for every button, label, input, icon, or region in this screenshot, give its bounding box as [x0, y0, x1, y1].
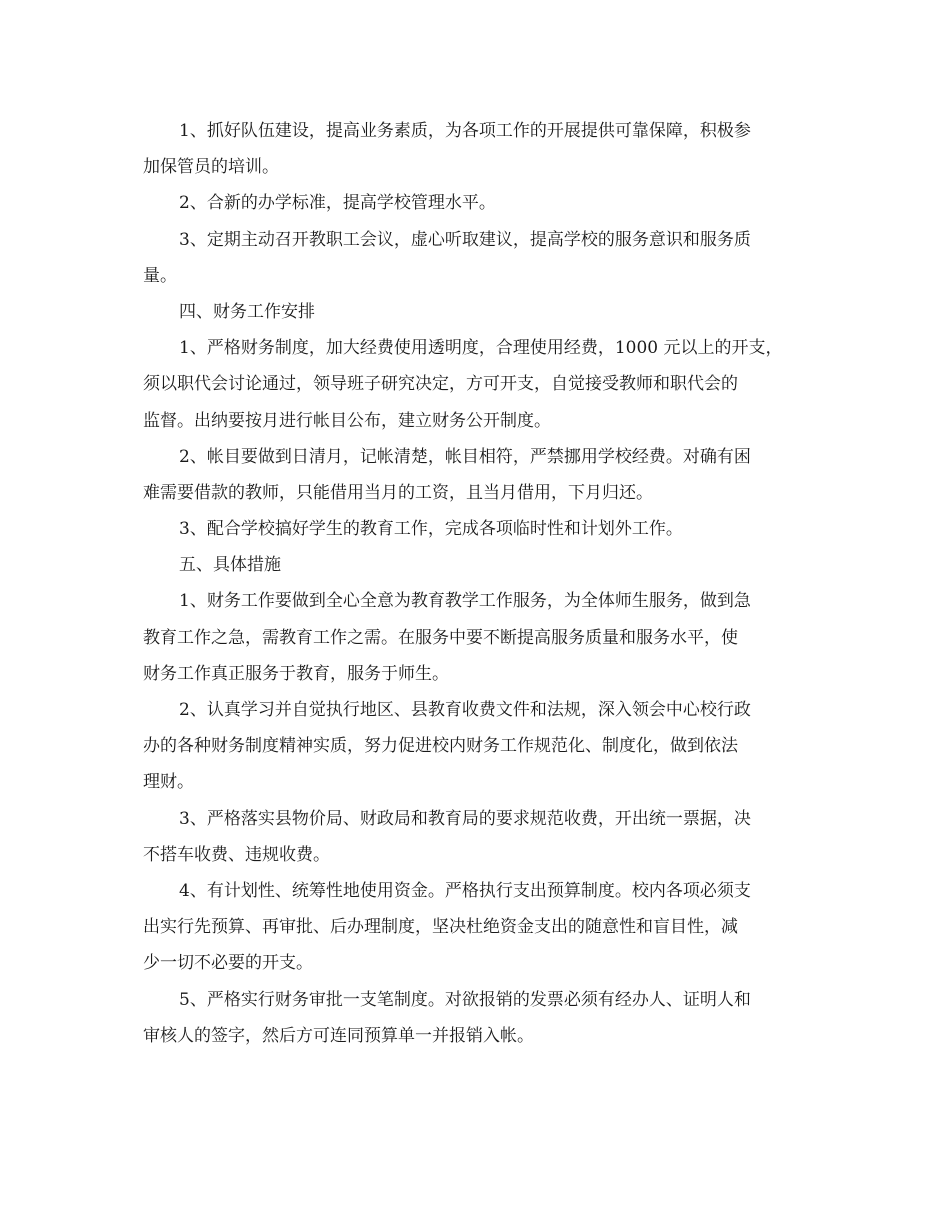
- section-heading: 五、具体措施: [179, 555, 281, 576]
- text-line: 监督。出纳要按月进行帐目公布，建立财务公开制度。: [143, 410, 551, 431]
- text-line: 5、严格实行财务审批一支笔制度。对欲报销的发票必须有经办人、证明人和: [179, 989, 751, 1010]
- text-line: 教育工作之急，需教育工作之需。在服务中要不断提高服务质量和服务水平，使: [143, 627, 738, 648]
- text-line: 审核人的签字，然后方可连同预算单一并报销入帐。: [143, 1025, 534, 1046]
- text-line: 少一切不必要的开支。: [143, 953, 313, 974]
- text-line: 3、严格落实县物价局、财政局和教育局的要求规范收费，开出统一票据，决: [179, 808, 751, 829]
- text-line: 出实行先预算、再审批、后办理制度，坚决杜绝资金支出的随意性和盲目性，减: [143, 917, 738, 938]
- text-line: 理财。: [143, 772, 194, 793]
- text-line: 办的各种财务制度精神实质，努力促进校内财务工作规范化、制度化，做到依法: [143, 736, 738, 757]
- text-line: 2、认真学习并自觉执行地区、县教育收费文件和法规，深入领会中心校行政: [179, 700, 751, 720]
- text-line: 1、严格财务制度，加大经费使用透明度，合理使用经费，1000 元以上的开支，: [179, 338, 783, 359]
- text-line: 4、有计划性、统筹性地使用资金。严格执行支出预算制度。校内各项必须支: [179, 880, 751, 901]
- text-line: 3、配合学校搞好学生的教育工作，完成各项临时性和计划外工作。: [179, 519, 683, 540]
- text-line: 1、抓好队伍建设，提高业务素质，为各项工作的开展提供可靠保障，积极参: [179, 121, 751, 141]
- text-line: 须以职代会讨论通过，领导班子研究决定，方可开支，自觉接受教师和职代会的: [143, 374, 738, 395]
- text-line: 量。: [143, 265, 177, 286]
- text-line: 2、合新的办学标准，提高学校管理水平。: [179, 193, 496, 214]
- text-line: 加保管员的培训。: [143, 157, 279, 178]
- text-line: 不搭车收费、违规收费。: [143, 844, 330, 865]
- text-line: 难需要借款的教师，只能借用当月的工资，且当月借用，下月归还。: [143, 482, 653, 503]
- text-line: 1、财务工作要做到全心全意为教育教学工作服务，为全体师生服务，做到急: [179, 591, 751, 612]
- text-line: 3、定期主动召开教职工会议，虚心听取建议，提高学校的服务意识和服务质: [179, 229, 751, 250]
- document-body: [143, 113, 823, 1054]
- text-line: 财务工作真正服务于教育，服务于师生。: [143, 663, 449, 684]
- section-heading: 四、财务工作安排: [179, 301, 315, 322]
- text-line: 2、帐目要做到日清月，记帐清楚，帐目相符，严禁挪用学校经费。对确有困: [179, 446, 751, 467]
